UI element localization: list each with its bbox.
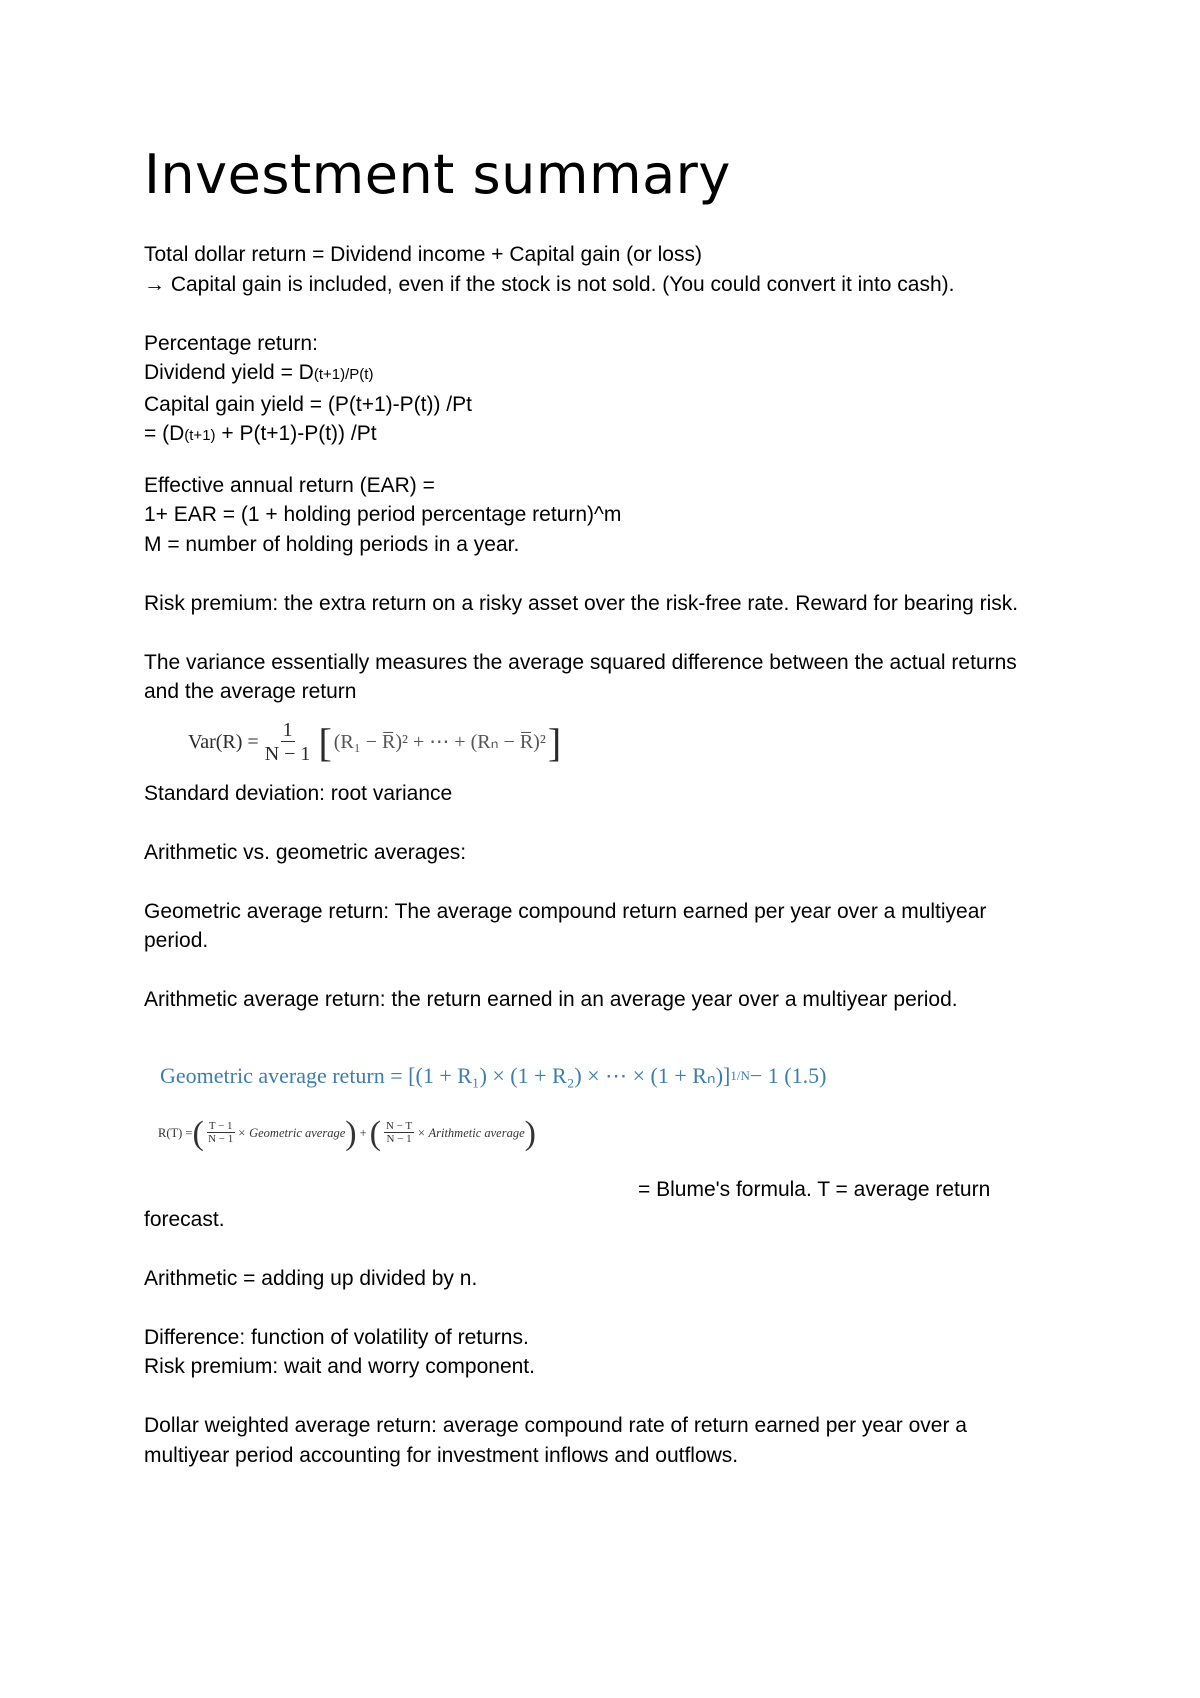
blume-numerator-1: T − 1 [208,1120,233,1133]
geometric-equation-body: Geometric average return = [(1 + R₁) × (1 + R₂) × ⋯ × (1 + Rₙ)] [160,1062,731,1088]
blume-description: = Blume's formula. T = average return [638,1177,991,1201]
geometric-equation-tail: − 1 (1.5) [749,1062,827,1088]
variance-open-bracket: [ [318,719,332,765]
geometric-exponent: 1/N [730,1067,750,1083]
blume-equation [158,1114,536,1152]
difference-line: Difference: function of volatility of returns. [144,1325,529,1349]
combined-yield-line [144,419,1054,451]
blume-term-1: × Geometric average [237,1125,346,1140]
blume-numerator-2: N − T [385,1120,413,1133]
spacer [144,1293,1054,1323]
variance-denominator: N − 1 [264,743,311,765]
variance-close-bracket: ] [547,719,562,765]
blume-denominator-2: N − 1 [386,1133,412,1146]
blume-fraction-1 [207,1120,235,1146]
blume-paren: ( [192,1114,204,1152]
spacer [144,559,1054,589]
variance-body: (R₁ − R̅)² + ⋯ + (Rₙ − R̅)² [333,730,546,753]
spacer [144,867,1054,897]
spacer [144,451,1054,471]
capital-gain-yield-line: Capital gain yield = (P(t+1)-P(t)) /Pt [144,392,472,416]
spacer [144,618,1054,648]
combined-text-c: + P(t+1)-P(t)) /Pt [215,422,377,445]
dollar-weighted-definition: Dollar weighted average return: average compound rate of return earned per year over a multiyear period accounting for investment inflows and outflows. [144,1414,967,1467]
geometric-definition: Geometric average return: The average compound return earned per year over a multiyear period. [144,899,987,952]
blume-paren: ) [524,1114,536,1152]
spacer [144,808,1054,838]
variance-fraction [265,719,311,766]
spacer [144,1234,1054,1264]
variance-description: The variance essentially measures the average squared difference between the actual returns and the average return [144,650,1017,703]
document-body [144,240,1054,1470]
ear-formula: 1+ EAR = (1 + holding period percentage return)^m [144,503,622,526]
page-title: Investment summary [144,143,731,206]
risk-premium-wait-worry: Risk premium: wait and worry component. [144,1355,535,1378]
blume-denominator-1: N − 1 [208,1133,234,1146]
arithmetic-definition: Arithmetic average return: the return earned in an average year over a multiyear period. [144,988,958,1011]
blume-paren: ) [345,1114,357,1152]
variance-numerator: 1 [282,719,293,741]
risk-premium-definition: Risk premium: the extra return on a risky asset over the risk-free rate. Reward for bearing risk. [144,591,1019,615]
blume-plus: + [359,1125,367,1140]
blume-description-continued: forecast. [144,1207,225,1231]
dividend-yield-subscript: (t+1)/P(t) [313,366,374,383]
m-definition: M = number of holding periods in a year. [144,532,520,556]
arithmetic-simple: Arithmetic = adding up divided by n. [144,1266,478,1290]
dividend-yield-text: Dividend yield = D [144,361,314,384]
ear-heading: Effective annual return (EAR) = [144,473,435,497]
blume-lhs: R(T) = [158,1125,193,1140]
geometric-equation [160,1055,1054,1097]
std-dev-line: Standard deviation: root variance [144,781,453,805]
variance-equation [188,707,1054,779]
capital-gain-note: → Capital gain is included, even if the stock is not sold. (You could convert it into cash). [144,272,955,296]
arith-vs-geo-heading: Arithmetic vs. geometric averages: [144,840,467,864]
combined-subscript: (t+1) [184,427,216,444]
total-return-line: Total dollar return = Dividend income + Capital gain (or loss) [144,243,702,266]
spacer [144,1382,1054,1412]
dividend-yield-line [144,358,1054,390]
blume-fraction-2 [384,1120,414,1146]
blume-term-2: × Arithmetic average [417,1125,525,1140]
blume-row [144,1114,1054,1205]
variance-lhs: Var(R) = [188,730,259,753]
spacer [144,956,1054,986]
combined-text-a: = (D [144,422,185,445]
spacer [144,299,1054,329]
blume-paren: ( [369,1114,381,1152]
percentage-return-heading: Percentage return: [144,331,318,355]
